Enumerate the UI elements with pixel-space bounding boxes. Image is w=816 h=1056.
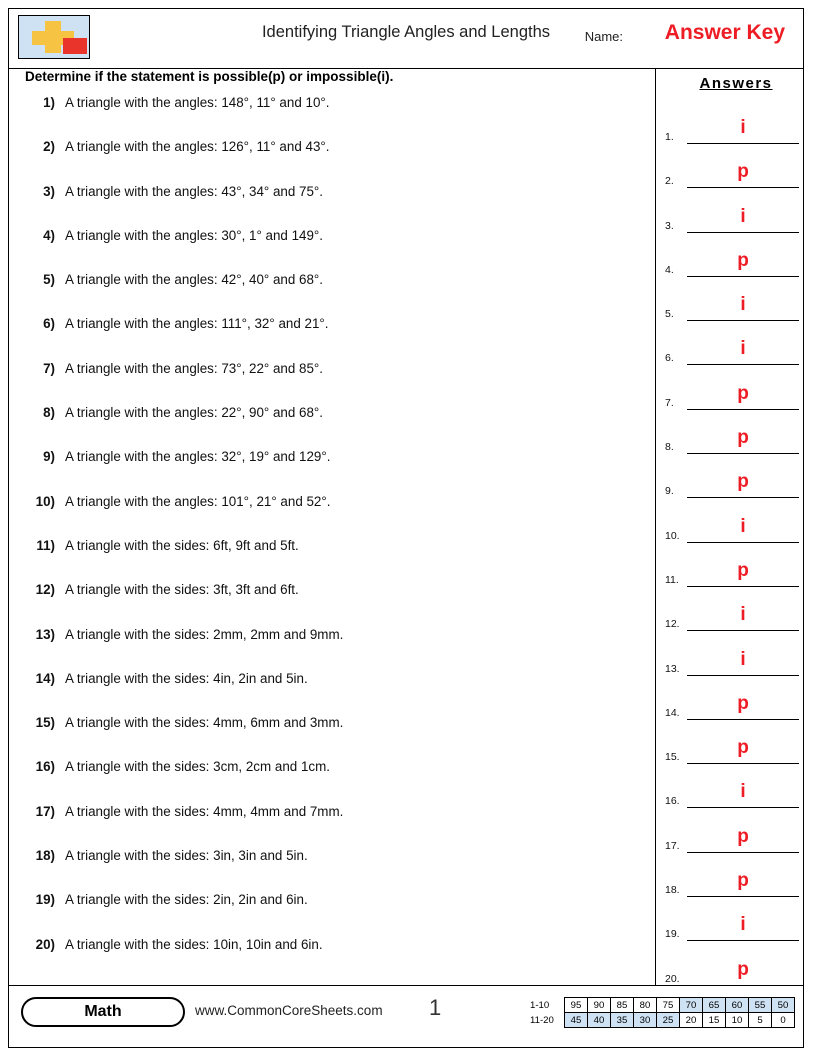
problem-item [25, 95, 645, 139]
answer-line [687, 763, 799, 764]
answer-number: 7. [665, 396, 674, 409]
problem-text: A triangle with the sides: 4mm, 4mm and 7mm. [65, 803, 344, 819]
score-cell: 65 [703, 998, 726, 1013]
website-url: www.CommonCoreSheets.com [195, 1003, 383, 1018]
answer-item [665, 381, 804, 425]
answer-value: p [737, 737, 749, 759]
answer-number: 3. [665, 219, 674, 232]
answer-value: p [737, 161, 749, 183]
answer-line [687, 409, 799, 410]
answer-number: 9. [665, 485, 674, 498]
problem-number: 5) [43, 272, 55, 288]
answer-number: 20. [665, 972, 680, 985]
subject-badge: Math [21, 997, 185, 1027]
answer-value: p [737, 825, 749, 847]
answer-number: 17. [665, 839, 680, 852]
problem-item [25, 671, 645, 715]
answer-line [687, 276, 799, 277]
worksheet-header [9, 9, 803, 61]
problem-text: A triangle with the sides: 2mm, 2mm and 9mm. [65, 626, 344, 642]
page-title: Identifying Triangle Angles and Lengths [261, 23, 551, 41]
problem-item [25, 228, 645, 272]
problem-item [25, 582, 645, 626]
problem-item [25, 804, 645, 848]
answer-item [665, 204, 804, 248]
problem-item [25, 538, 645, 582]
score-table [529, 997, 795, 1028]
score-cell: 0 [772, 1013, 795, 1028]
score-row-label: 1-10 [530, 999, 550, 1011]
answer-line [687, 497, 799, 498]
answer-value: p [737, 870, 749, 892]
name-label: Name: [584, 29, 623, 44]
answer-value: i [740, 914, 746, 936]
problem-list [25, 95, 645, 981]
problem-item [25, 494, 645, 538]
answer-line [687, 187, 799, 188]
answer-number: 18. [665, 884, 680, 897]
worksheet-footer [9, 985, 803, 1047]
score-cell: 75 [657, 998, 680, 1013]
answers-column-divider [655, 69, 656, 985]
problem-number: 15) [35, 715, 55, 731]
problem-item [25, 272, 645, 316]
answer-number: 2. [665, 175, 674, 188]
answer-value: i [740, 515, 746, 537]
answer-number: 1. [665, 131, 674, 143]
problem-item [25, 759, 645, 803]
problem-number: 20) [35, 936, 55, 952]
answer-line [687, 453, 799, 454]
problem-item [25, 937, 645, 981]
answer-value: i [740, 648, 746, 670]
answer-item [665, 912, 804, 956]
answer-value: p [737, 958, 749, 980]
score-row-label: 11-20 [530, 1014, 554, 1026]
score-cell: 90 [588, 998, 611, 1013]
score-table-row [529, 998, 795, 1013]
score-cell: 25 [657, 1013, 680, 1028]
answer-number: 4. [665, 263, 674, 276]
score-cell: 95 [565, 998, 588, 1013]
score-cell: 60 [726, 998, 749, 1013]
answer-item [665, 779, 804, 823]
score-table-row [529, 1013, 795, 1028]
problem-text: A triangle with the sides: 10in, 10in and 6in. [65, 936, 323, 952]
score-cell: 85 [611, 998, 634, 1013]
answer-value: p [737, 249, 749, 271]
problem-text: A triangle with the sides: 3cm, 2cm and 1cm. [65, 759, 330, 775]
problem-item [25, 405, 645, 449]
problem-item [25, 316, 645, 360]
answer-item [665, 248, 804, 292]
answer-item [665, 868, 804, 912]
worksheet-page [8, 8, 804, 1048]
problem-item [25, 892, 645, 936]
problem-number: 3) [43, 183, 55, 199]
problem-text: A triangle with the sides: 2in, 2in and 6in. [65, 892, 308, 908]
answer-item [665, 469, 804, 513]
answer-line [687, 586, 799, 587]
problem-text: A triangle with the angles: 30°, 1° and 149°. [65, 227, 324, 243]
score-cell: 15 [703, 1013, 726, 1028]
answer-number: 19. [665, 928, 680, 941]
answer-value: i [740, 205, 746, 227]
problem-text: A triangle with the sides: 4in, 2in and 5in. [65, 670, 308, 686]
answer-line [687, 320, 799, 321]
problem-text: A triangle with the sides: 6ft, 9ft and 5ft. [65, 537, 299, 553]
answer-line [687, 896, 799, 897]
problem-item [25, 361, 645, 405]
problem-item [25, 848, 645, 892]
answer-item [665, 115, 804, 159]
answer-item [665, 336, 804, 380]
score-cell: 30 [634, 1013, 657, 1028]
score-cell: 50 [772, 998, 795, 1013]
problem-number: 9) [43, 449, 55, 465]
problem-text: A triangle with the sides: 3in, 3in and 5in. [65, 848, 308, 864]
problem-text: A triangle with the sides: 3ft, 3ft and 6ft. [65, 582, 299, 598]
answer-item [665, 735, 804, 779]
answer-line [687, 630, 799, 631]
problem-number: 2) [43, 139, 55, 155]
problem-text: A triangle with the angles: 32°, 19° and 129°. [65, 449, 331, 465]
problem-number: 6) [43, 316, 55, 332]
answer-line [687, 542, 799, 543]
problem-text: A triangle with the angles: 111°, 32° and 21°. [65, 316, 329, 332]
problem-text: A triangle with the angles: 101°, 21° and 52°. [65, 493, 331, 509]
problem-number: 10) [35, 493, 55, 509]
problem-number: 4) [43, 227, 55, 243]
answer-line [687, 807, 799, 808]
answer-value: p [737, 471, 749, 493]
problem-text: A triangle with the angles: 126°, 11° and 43°. [65, 139, 330, 155]
problem-number: 17) [35, 803, 55, 819]
answer-number: 12. [665, 618, 680, 631]
problem-item [25, 184, 645, 228]
answer-number: 16. [665, 795, 680, 808]
problem-item [25, 715, 645, 759]
answer-item [665, 602, 804, 646]
score-cell: 10 [726, 1013, 749, 1028]
answer-number: 11. [665, 573, 679, 586]
score-cell: 5 [749, 1013, 772, 1028]
answer-number: 8. [665, 441, 674, 454]
answer-item [665, 824, 804, 868]
answer-item [665, 514, 804, 558]
answer-value: p [737, 692, 749, 714]
problem-item [25, 627, 645, 671]
problem-text: A triangle with the angles: 43°, 34° and 75°. [65, 183, 324, 199]
answer-number: 14. [665, 706, 680, 719]
problem-number: 16) [35, 759, 55, 775]
answer-item [665, 558, 804, 602]
problem-number: 11) [36, 537, 55, 553]
problem-text: A triangle with the angles: 148°, 11° and 10°. [65, 95, 330, 110]
answer-line [687, 232, 799, 233]
answer-number: 15. [665, 751, 680, 764]
answer-value: i [740, 294, 746, 316]
answer-item [665, 425, 804, 469]
problem-number: 12) [35, 582, 55, 598]
problem-text: A triangle with the angles: 22°, 90° and 68°. [65, 405, 324, 421]
problem-item [25, 449, 645, 493]
score-cell: 70 [680, 998, 703, 1013]
score-cell: 20 [680, 1013, 703, 1028]
answer-line [687, 940, 799, 941]
answer-number: 10. [665, 529, 680, 542]
answer-line [687, 852, 799, 853]
problem-text: A triangle with the angles: 42°, 40° and 68°. [65, 272, 324, 288]
answer-value: p [737, 559, 749, 581]
answer-line [687, 143, 799, 144]
problem-number: 7) [43, 360, 55, 376]
problem-number: 18) [35, 848, 55, 864]
answer-line [687, 719, 799, 720]
answers-heading: Answers [699, 75, 773, 92]
answer-value: p [737, 382, 749, 404]
problem-number: 1) [43, 95, 55, 110]
answer-item [665, 691, 804, 735]
answer-line [687, 675, 799, 676]
answer-number: 5. [665, 308, 674, 321]
answer-number: 6. [665, 352, 674, 365]
score-cell: 80 [634, 998, 657, 1013]
answers-list [665, 115, 804, 1001]
page-number: 1 [429, 995, 442, 1020]
score-cell: 35 [611, 1013, 634, 1028]
score-cell: 45 [565, 1013, 588, 1028]
problem-item [25, 139, 645, 183]
answer-value: i [740, 781, 746, 803]
answer-item [665, 647, 804, 691]
problem-text: A triangle with the sides: 4mm, 6mm and 3mm. [65, 715, 344, 731]
answer-number: 13. [665, 662, 680, 675]
problem-number: 19) [35, 892, 55, 908]
answer-key-label: Answer Key [664, 21, 785, 44]
instruction-text: Determine if the statement is possible(p) or impossible(i). [25, 69, 394, 84]
problem-number: 8) [43, 405, 55, 421]
answer-value: i [740, 604, 746, 626]
problem-text: A triangle with the angles: 73°, 22° and 85°. [65, 360, 324, 376]
footer-divider [9, 985, 803, 986]
answer-value: p [737, 427, 749, 449]
problem-number: 14) [35, 670, 55, 686]
score-cell: 55 [749, 998, 772, 1013]
answer-value: i [740, 117, 746, 138]
problem-number: 13) [35, 626, 55, 642]
answer-item [665, 159, 804, 203]
answer-value: i [740, 338, 746, 360]
answer-line [687, 364, 799, 365]
score-cell: 40 [588, 1013, 611, 1028]
answer-item [665, 292, 804, 336]
